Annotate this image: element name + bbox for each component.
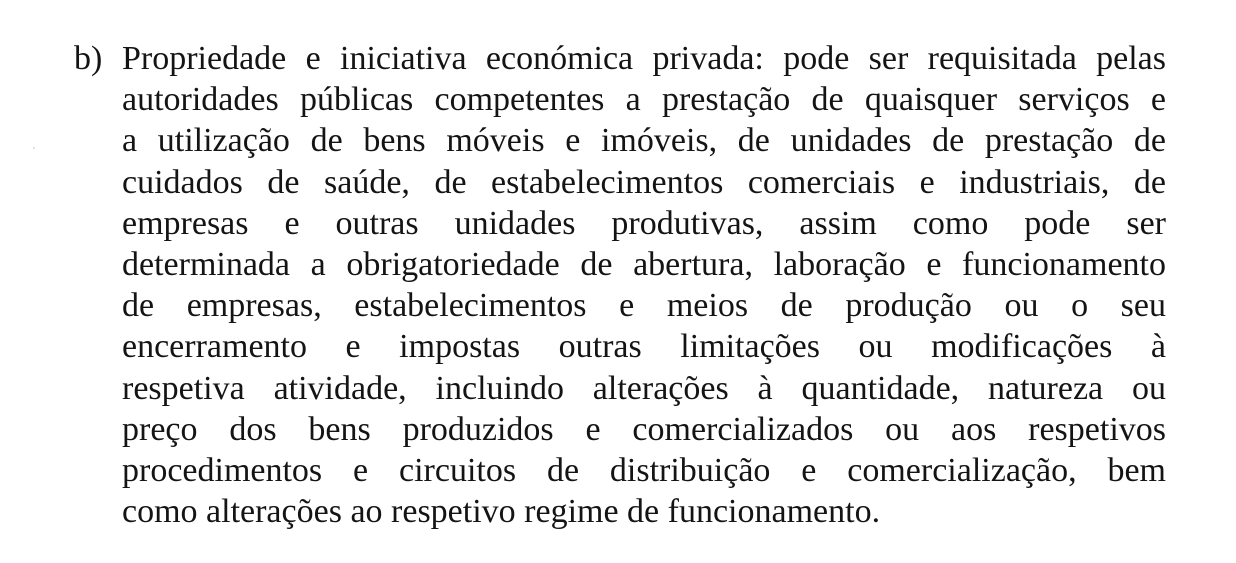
paragraph-line-11: procedimentos e circuitos de distribuição e comercialização, bem [122,451,1166,489]
paragraph-line-6: determinada a obrigatoriedade de abertura, laboração e funcionamento [122,245,1166,283]
paragraph-line-12: como alterações ao respetivo regime de funcionamento. [122,493,881,531]
paragraph-line-10: preço dos bens produzidos e comercializados ou aos respetivos [122,410,1166,448]
paragraph-line-1: Propriedade e iniciativa económica privada: pode ser requisitada pelas [122,40,1166,77]
scan-speck [33,147,35,149]
list-item-b [74,38,1166,532]
paragraph-line-2: autoridades públicas competentes a prestação de quaisquer serviços e [122,81,1166,119]
paragraph-line-9: respetiva atividade, incluindo alterações à quantidade, natureza ou [122,369,1166,407]
paragraph-line-8: encerramento e impostas outras limitações ou modificações à [122,328,1166,366]
paragraph-line-5: empresas e outras unidades produtivas, assim como pode ser [122,204,1166,242]
paragraph-line-4: cuidados de saúde, de estabelecimentos comerciais e industriais, de [122,163,1166,201]
list-item-marker: b) [74,40,103,77]
paragraph-line-7: de empresas, estabelecimentos e meios de produção ou o seu [122,287,1166,325]
paragraph-line-3: a utilização de bens móveis e imóveis, de unidades de prestação de [122,122,1166,160]
